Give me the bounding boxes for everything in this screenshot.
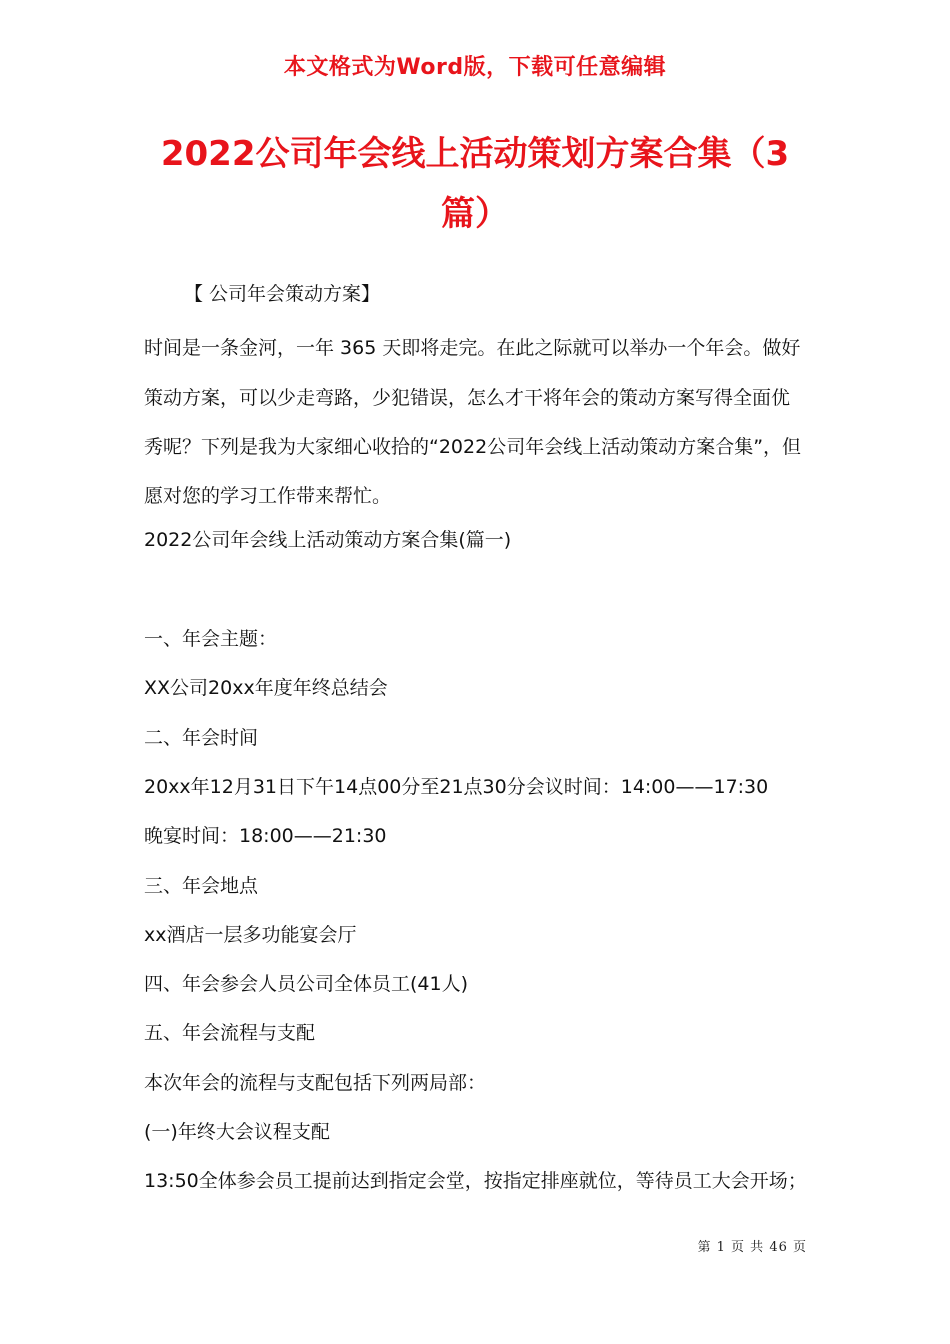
- body-line: 五、年会流程与支配: [144, 1022, 316, 1045]
- section-label: 【 公司年会策动方案】: [184, 283, 381, 305]
- body-line: 四、年会参会人员公司全体员工(41人): [144, 973, 469, 996]
- body-line: (一)年终大会议程支配: [144, 1121, 330, 1144]
- body-line: xx酒店一层多功能宴会厅: [144, 923, 357, 946]
- document-body: [144, 275, 808, 1212]
- body-line: 三、年会地点: [144, 874, 259, 897]
- body-line: 一、年会主题：: [144, 628, 278, 651]
- body-line: 13:50全体参会员工提前达到指定会堂，按指定排座就位，等待员工大会开场；: [144, 1170, 807, 1193]
- intro-paragraph: 时间是一条金河，一年 365 天即将走完。在此之际就可以举办一个年会。做好策动方案，可以少走弯路，少犯错误，怎么才干将年会的策动方案写得全面优秀呢？下列是我为大家细心收拾的“2022公司年会线上活动策动方案合集”，但愿对您的学习工作带来帮忙。: [144, 337, 802, 508]
- subtitle: 2022公司年会线上活动策动方案合集(篇一): [144, 529, 512, 552]
- body-line: 20xx年12月31日下午14点00分至21点30分会议时间：14:00——17:30: [144, 775, 769, 798]
- body-line: XX公司20xx年度年终总结会: [144, 677, 388, 700]
- document-title: 2022公司年会线上活动策划方案合集（3篇）: [160, 134, 790, 234]
- body-line: 二、年会时间: [144, 726, 259, 749]
- page-number: 第 1 页 共 46 页: [697, 1240, 807, 1255]
- editable-format-banner: 本文格式为Word版，下载可任意编辑: [283, 55, 667, 80]
- body-line: 本次年会的流程与支配包括下列两局部：: [144, 1071, 487, 1094]
- blank-line: [144, 571, 808, 620]
- body-line: 晚宴时间：18:00——21:30: [144, 825, 387, 848]
